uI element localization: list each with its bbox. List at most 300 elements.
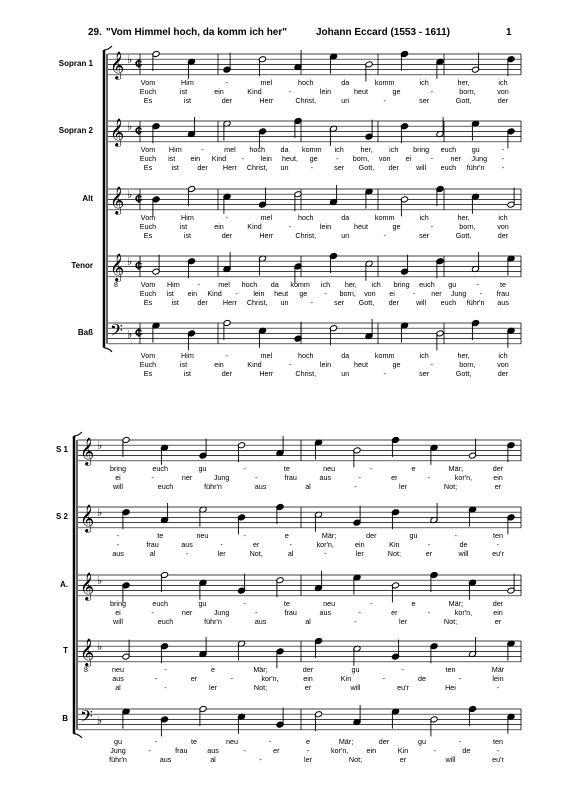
lyric-syllable: ei [405, 154, 412, 163]
lyric-syllable: ist [183, 96, 192, 105]
lyric-syllable: un [280, 298, 289, 307]
lyric-syllable: Vom [140, 351, 156, 360]
lyric-syllable: ten [445, 665, 456, 674]
lyric-syllable: der [221, 96, 233, 105]
lyric-syllable: her, [457, 78, 470, 87]
lyric-syllable: ich [498, 78, 508, 87]
lyric-syllable: Mär; [321, 531, 337, 540]
piece-title: "Vom Himmel hoch, da komm ich her" [106, 27, 288, 38]
lyric-syllable: heut [354, 87, 368, 96]
lyric-syllable: euch [419, 280, 435, 289]
lyric-syllable: de [418, 674, 426, 683]
lyric-syllable: ist [168, 154, 176, 163]
lyric-syllable: ich [320, 280, 331, 289]
lyric-syllable: lein [319, 87, 332, 96]
lyric-syllable: heut [354, 222, 368, 231]
lyric-syllable: Mär; [253, 665, 268, 674]
piece-number: 29. [88, 27, 102, 38]
lyric-syllable: - [354, 482, 357, 491]
lyric-syllable: - [370, 464, 373, 473]
flat-sign-icon: ♭ [97, 715, 103, 727]
lyric-syllable: der [197, 163, 208, 172]
lyric-syllable: führ'n [204, 482, 222, 491]
lyric-syllable: ist [171, 163, 179, 172]
lyric-syllable: der [497, 231, 509, 240]
lyric-syllable: gu [418, 737, 426, 746]
lyric-syllable: Kind [211, 154, 227, 163]
lyric-syllable: ner [450, 154, 461, 163]
lyric-syllable: ner [181, 608, 193, 617]
lyric-syllable: ich [371, 280, 381, 289]
lyric-syllable: von [497, 222, 509, 231]
lyric-syllable: Christ, [295, 369, 317, 378]
lyric-syllable: - [454, 531, 457, 540]
lyric-syllable: ein [214, 222, 224, 231]
lyric-syllable: gu [409, 531, 418, 540]
lyric-syllable: ser [419, 96, 430, 105]
lyric-syllable: der [302, 665, 314, 674]
lyric-syllable: euch [152, 599, 169, 608]
lyric-syllable: komm [374, 78, 395, 87]
lyric-syllable: lein [253, 289, 265, 298]
lyric-syllable: neu [112, 665, 124, 674]
lyric-syllable: aus [181, 540, 193, 549]
lyric-syllable: un [341, 369, 350, 378]
lyric-syllable: Kind [207, 289, 222, 298]
lyric-syllable: da [280, 145, 289, 154]
lyric-syllable: aus [207, 746, 219, 755]
lyric-syllable: te [157, 531, 164, 540]
lyric-syllable: Him [168, 145, 182, 154]
cut-time-icon: ¢ [135, 191, 143, 206]
lyric-syllable: ein [190, 154, 201, 163]
page-number: 1 [506, 27, 512, 38]
staff-label: Sopran 2 [58, 126, 93, 135]
lyric-syllable: - [433, 746, 436, 755]
lyric-syllable: Jung [213, 608, 230, 617]
lyric-syllable: ge [392, 87, 401, 96]
lyric-syllable: Euch [139, 222, 157, 231]
lyric-syllable: ler [304, 755, 312, 764]
lyric-syllable: al [210, 755, 216, 764]
lyric-syllable: - [201, 145, 204, 154]
lyric-syllable: euch [440, 145, 457, 154]
lyric-syllable: ein [214, 360, 224, 369]
flat-sign-icon: ♭ [127, 121, 133, 133]
lyric-syllable: Gott, [358, 298, 375, 307]
lyric-syllable: e [411, 464, 416, 473]
lyric-syllable: ge [392, 222, 401, 231]
lyric-syllable: Euch [139, 360, 157, 369]
lyric-syllable: von [378, 154, 391, 163]
lyric-syllable: - [430, 360, 434, 369]
lyric-syllable: er [273, 746, 280, 755]
lyric-syllable: komm [374, 213, 395, 222]
lyric-syllable: Not; [443, 617, 458, 626]
lyric-syllable: ich [498, 213, 508, 222]
lyric-syllable: - [225, 78, 229, 87]
lyric-syllable: - [241, 154, 244, 163]
bracket-top-hook [74, 432, 82, 436]
lyric-syllable: - [496, 746, 500, 755]
lyric-syllable: ein [303, 674, 313, 683]
lyric-syllable: will [445, 755, 456, 764]
lyric-syllable: er [190, 674, 198, 683]
lyric-syllable: - [306, 746, 310, 755]
cut-time-icon: ¢ [135, 123, 143, 138]
lyric-syllable: - [254, 473, 258, 482]
lyric-syllable: hoch [249, 145, 266, 154]
lyric-syllable: Herr [222, 298, 237, 307]
octave-marker: 8 [114, 282, 118, 289]
lyric-syllable: - [268, 737, 272, 746]
lyric-syllable: - [501, 145, 505, 154]
lyric-syllable: - [220, 540, 223, 549]
lyric-syllable: - [427, 608, 431, 617]
lyric-syllable: Es [143, 298, 153, 307]
lyric-syllable: neu [323, 464, 336, 473]
treble-clef-icon: 𝄞 [110, 119, 125, 146]
lyric-syllable: aus [254, 617, 267, 626]
lyric-syllable: Es [143, 369, 153, 378]
lyric-syllable: Jung [110, 746, 126, 755]
lyric-syllable: er [425, 549, 433, 558]
lyric-syllable: al [149, 549, 156, 558]
lyric-syllable: komm [302, 145, 322, 154]
lyric-syllable: ich [389, 145, 399, 154]
lyric-syllable: ich [498, 351, 508, 360]
lyric-syllable: te [283, 599, 290, 608]
lyric-syllable: Christ, [246, 163, 268, 172]
flat-sign-icon: ♭ [127, 54, 133, 66]
lyric-syllable: ein [366, 746, 377, 755]
lyric-syllable: Mär; [448, 464, 463, 473]
lyric-syllable: frau [496, 289, 510, 298]
lyric-syllable: - [496, 683, 500, 692]
lyric-syllable: neu [226, 737, 238, 746]
lyric-syllable: frau [284, 473, 297, 482]
lyric-syllable: ist [179, 222, 188, 231]
lyric-syllable: aus [159, 755, 172, 764]
lyric-syllable: eu'r [492, 549, 504, 558]
lyric-syllable: - [458, 674, 462, 683]
lyric-syllable: Christ, [295, 96, 317, 105]
flat-sign-icon: ♭ [97, 575, 103, 587]
lyric-syllable: Kin [397, 746, 409, 755]
bracket-top-hook [104, 46, 112, 50]
lyric-syllable: her, [360, 145, 373, 154]
lyric-syllable: aus [497, 298, 509, 307]
lyric-syllable: gu [198, 464, 207, 473]
lyric-syllable: - [476, 280, 479, 289]
lyric-syllable: - [383, 231, 386, 240]
treble-clef-icon: 𝄞 [80, 438, 95, 465]
lyric-syllable: - [225, 213, 229, 222]
lyric-syllable: - [164, 665, 167, 674]
lyric-syllable: her, [344, 280, 357, 289]
lyric-syllable: mel [260, 351, 273, 360]
cut-time-icon: ¢ [135, 325, 143, 340]
lyric-syllable: - [154, 737, 158, 746]
lyric-syllable: Him [181, 213, 194, 222]
lyric-syllable: ler [217, 549, 226, 558]
lyric-syllable: e [211, 665, 215, 674]
lyric-syllable: da [341, 351, 350, 360]
lyric-syllable: kor'n, [316, 540, 334, 549]
bracket-bottom-hook [74, 734, 82, 738]
lyric-syllable: aus [319, 473, 332, 482]
lyric-syllable: Christ, [295, 231, 317, 240]
lyric-syllable: Kind [247, 360, 262, 369]
lyric-syllable: de [459, 540, 468, 549]
lyric-syllable: euch [440, 298, 457, 307]
lyric-syllable: kor'n, [454, 608, 473, 617]
lyric-syllable: - [501, 154, 505, 163]
lyric-syllable: ist [179, 360, 188, 369]
lyric-syllable: Not, [249, 549, 263, 558]
lyric-syllable: euch [157, 482, 174, 491]
lyric-syllable: ser [419, 369, 430, 378]
lyric-syllable: er [304, 683, 312, 692]
lyric-syllable: bring [110, 599, 126, 608]
lyric-syllable: mel [218, 280, 230, 289]
lyric-syllable: führ'n [109, 755, 127, 764]
lyric-syllable: Kin [389, 540, 400, 549]
lyric-syllable: kor'n, [261, 674, 279, 683]
lyric-syllable: hoch [297, 78, 314, 87]
lyric-syllable: ist [183, 369, 192, 378]
lyric-syllable: Gott, [455, 369, 472, 378]
lyric-syllable: mel [224, 145, 236, 154]
lyric-syllable: Jung [213, 473, 230, 482]
lyric-syllable: er [494, 482, 502, 491]
lyric-syllable: ler [399, 482, 407, 491]
lyric-syllable: - [243, 464, 246, 473]
lyric-syllable: gu [198, 599, 207, 608]
lyric-syllable: ich [419, 351, 429, 360]
lyric-syllable: er [494, 617, 502, 626]
lyric-syllable: un [341, 96, 350, 105]
lyric-syllable: - [382, 674, 386, 683]
lyric-syllable: Herr [222, 163, 237, 172]
staff-label: A. [60, 580, 68, 589]
lyric-syllable: Vom [140, 213, 156, 222]
lyric-syllable: - [254, 608, 258, 617]
lyric-syllable: aus [112, 674, 124, 683]
lyric-syllable: frau [146, 540, 159, 549]
lyric-syllable: Vom [140, 280, 156, 289]
lyric-syllable: al [115, 683, 121, 692]
lyric-syllable: te [283, 464, 290, 473]
lyric-syllable: - [358, 608, 362, 617]
lyric-syllable: er [391, 473, 398, 482]
lyric-syllable: ten [493, 737, 503, 746]
lyric-syllable: Not; [387, 549, 401, 558]
lyric-syllable: der [492, 599, 504, 608]
lyric-syllable: - [225, 351, 229, 360]
lyric-syllable: hoch [297, 213, 314, 222]
lyric-syllable: gu [448, 280, 457, 289]
lyric-syllable: ei [115, 473, 121, 482]
staff-label: Alt [82, 194, 93, 203]
lyric-syllable: ler [355, 549, 364, 558]
lyric-syllable: neu [323, 599, 336, 608]
treble-clef-icon: 𝄞 [110, 187, 125, 214]
lyric-syllable: - [354, 617, 357, 626]
lyric-syllable: von [364, 289, 376, 298]
staff-label: S 2 [55, 512, 68, 521]
lyric-syllable: Euch [139, 289, 157, 298]
lyric-syllable: Mär; [448, 599, 463, 608]
lyric-syllable: aus [254, 482, 267, 491]
lyric-syllable: bring [110, 464, 126, 473]
lyric-syllable: ler [209, 683, 217, 692]
lyric-syllable: will [113, 482, 123, 491]
lyric-syllable: ge [299, 289, 308, 298]
lyric-syllable: - [430, 154, 434, 163]
lyric-syllable: - [288, 87, 292, 96]
lyric-syllable: Him [181, 351, 194, 360]
lyric-syllable: gu [351, 665, 360, 674]
lyric-syllable: te [500, 280, 506, 289]
lyric-syllable: Him [166, 280, 180, 289]
lyric-syllable: Herr [259, 96, 274, 105]
lyric-syllable: der [388, 163, 399, 172]
lyric-syllable: - [413, 289, 416, 298]
lyric-syllable: heut [274, 289, 289, 298]
lyric-syllable: Not; [253, 683, 268, 692]
lyric-syllable: Jung [450, 289, 467, 298]
lyric-syllable: der [221, 369, 233, 378]
lyric-syllable: - [288, 360, 292, 369]
flat-sign-icon: ♭ [127, 189, 133, 201]
treble-clef-icon: 𝄞 [80, 505, 95, 532]
lyric-syllable: Herr [259, 369, 274, 378]
lyric-syllable: her, [457, 213, 470, 222]
flat-sign-icon: ♭ [97, 440, 103, 452]
lyric-syllable: heut [354, 360, 368, 369]
lyric-syllable: ge [392, 360, 401, 369]
lyric-syllable: will [458, 549, 469, 558]
lyric-syllable: - [336, 154, 339, 163]
lyric-syllable: born, [459, 87, 476, 96]
lyric-syllable: Euch [139, 154, 157, 163]
lyric-syllable: - [383, 369, 386, 378]
lyric-syllable: komm [290, 280, 310, 289]
lyric-syllable: gu [114, 737, 122, 746]
lyric-syllable: da [341, 78, 350, 87]
lyric-syllable: von [497, 360, 509, 369]
lyric-syllable: aus [112, 549, 124, 558]
lyric-syllable: Kin [340, 674, 352, 683]
lyric-syllable: Mär; [338, 737, 354, 746]
lyric-syllable: Not; [348, 755, 363, 764]
lyric-syllable: will [416, 298, 427, 307]
lyric-syllable: de [462, 746, 471, 755]
lyric-syllable: - [243, 746, 246, 755]
bracket-bottom-hook [104, 348, 112, 352]
treble-clef-icon: 𝄞 [80, 639, 95, 666]
lyric-syllable: - [230, 674, 234, 683]
lyric-syllable: - [154, 674, 158, 683]
lyric-syllable: - [148, 746, 151, 755]
staff-label: Tenor [71, 261, 93, 270]
lyric-syllable: - [401, 665, 405, 674]
lyric-syllable: hoch [297, 351, 314, 360]
lyric-syllable: ist [166, 289, 174, 298]
lyric-syllable: born, [459, 222, 476, 231]
lyric-syllable: - [324, 549, 327, 558]
lyric-syllable: ist [183, 231, 192, 240]
lyric-syllable: - [259, 755, 262, 764]
lyric-syllable: Vom [140, 145, 156, 154]
lyric-syllable: Mär [491, 665, 505, 674]
lyric-syllable: Jung [471, 154, 488, 163]
lyric-syllable: Es [143, 231, 153, 240]
lyric-syllable: der [497, 369, 509, 378]
cut-time-icon: ¢ [135, 258, 143, 273]
lyric-syllable: will [113, 617, 123, 626]
lyric-syllable: lein [492, 674, 504, 683]
lyric-syllable: ein [493, 608, 503, 617]
lyric-syllable: euch [440, 163, 457, 172]
lyric-syllable: e [284, 531, 289, 540]
lyric-syllable: - [151, 473, 154, 482]
lyric-syllable: Gott, [358, 163, 375, 172]
lyric-syllable: - [430, 222, 434, 231]
lyric-syllable: ei [115, 608, 121, 617]
lyric-syllable: un [341, 231, 350, 240]
treble-clef-icon: 𝄞 [80, 573, 95, 600]
lyric-syllable: bring [393, 280, 410, 289]
staff-label: B [62, 714, 68, 723]
lyric-syllable: - [243, 531, 246, 540]
lyric-syllable: da [270, 280, 279, 289]
lyric-syllable: - [370, 599, 373, 608]
lyric-syllable: neu [196, 531, 209, 540]
lyric-syllable: - [164, 683, 167, 692]
lyric-syllable: - [151, 608, 154, 617]
lyric-syllable: kor'n, [454, 473, 473, 482]
lyric-syllable: Herr [259, 231, 274, 240]
lyric-syllable: der [197, 298, 208, 307]
lyric-syllable: - [358, 473, 362, 482]
lyric-syllable: ge [309, 154, 318, 163]
lyric-syllable: ich [334, 145, 344, 154]
lyric-syllable: ich [419, 78, 429, 87]
lyric-syllable: ein [493, 473, 503, 482]
lyric-syllable: ein [355, 540, 365, 549]
lyric-syllable: al [305, 482, 311, 491]
lyric-syllable: - [243, 599, 246, 608]
lyric-syllable: Kind [247, 222, 262, 231]
lyric-syllable: Euch [139, 87, 157, 96]
lyric-syllable: e [411, 599, 416, 608]
lyric-syllable: Him [181, 78, 194, 87]
lyric-syllable: Gott, [455, 231, 472, 240]
lyric-syllable: born, [352, 154, 370, 163]
lyric-syllable: will [350, 683, 361, 692]
lyric-syllable: heut, [282, 154, 298, 163]
composer: Johann Eccard (1553 - 1611) [316, 27, 450, 38]
lyric-syllable: Es [143, 96, 153, 105]
lyric-syllable: - [324, 289, 327, 298]
lyric-syllable: born, [459, 360, 476, 369]
lyric-syllable: von [497, 87, 509, 96]
staff-label: S 1 [55, 445, 68, 454]
lyric-syllable: Kind [247, 87, 262, 96]
lyric-syllable: - [427, 473, 431, 482]
